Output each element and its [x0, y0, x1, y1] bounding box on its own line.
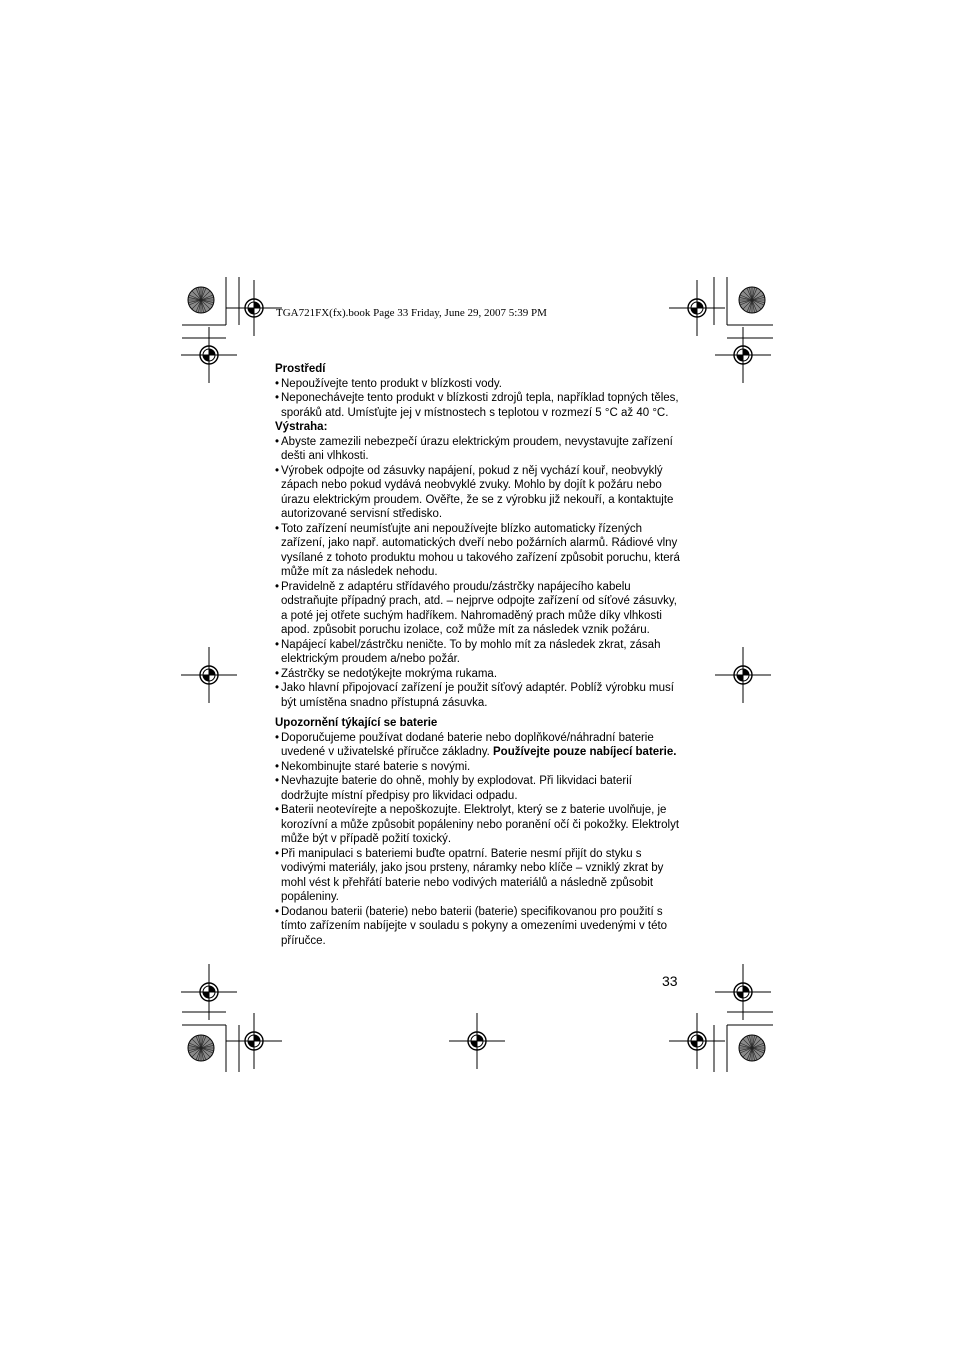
- battery-item-text: Doporučujeme používat dodané baterie nebo doplňkové/náhradní baterie uvedené v uživatelské příručce základny.: [281, 731, 654, 758]
- page-content: [275, 362, 681, 948]
- list-item: • Nepoužívejte tento produkt v blízkosti vody.: [275, 377, 681, 392]
- section-heading-battery: Upozornění týkající se baterie: [275, 717, 438, 729]
- list-item: • Nekombinujte staré baterie s novými.: [275, 760, 681, 775]
- list-item: • Abyste zamezili nebezpečí úrazu elektrickým proudem, nevystavujte zařízení dešti ani vlhkosti.: [275, 435, 681, 464]
- list-item: [275, 731, 681, 760]
- list-item: • Napájecí kabel/zástrčku neničte. To by mohlo mít za následek zkrat, zásah elektrickým proudem a/nebo požár.: [275, 638, 681, 667]
- section-heading-warning: Výstraha:: [275, 421, 328, 433]
- section-heading-environment: Prostředí: [275, 363, 326, 375]
- list-item: • Nevhazujte baterie do ohně, mohly by explodovat. Při likvidaci baterií dodržujte místní předpisy pro likvidaci odpadu.: [275, 774, 681, 803]
- list-item: • Pravidelně z adaptéru střídavého proudu/zástrčky napájecího kabelu odstraňujte případný prach, atd. – nejprve odpojte zařízení od síťové zásuvky, a poté jej otřete suchým hadříkem. Nahromaděný prach může díky vlhkosti apod. způsobit poruchu izolace, což může mít za následek vznik požáru.: [275, 580, 681, 638]
- list-item: • Při manipulaci s bateriemi buďte opatrní. Baterie nesmí přijít do styku s vodivými materiály, jako jsou prsteny, náramky nebo klíče – vzniklý zkrat by mohl vést k přehřátí baterie nebo vodivých materiálů a následně způsobit popáleniny.: [275, 847, 681, 905]
- list-item: • Neponechávejte tento produkt v blízkosti zdrojů tepla, například topných těles, sporáků atd. Umísťujte jej v místnostech s teplotou v rozmezí 5 °C až 40 °C.: [275, 391, 681, 420]
- book-header-line: TGA721FX(fx).book Page 33 Friday, June 29, 2007 5:39 PM: [276, 307, 547, 319]
- list-item: • Toto zařízení neumísťujte ani nepoužívejte blízko automaticky řízených zařízení, jako např. automatických dveří nebo požárních alarmů. Rádiové vlny vysílané z tohoto produktu mohou u takového zařízení způsobit poruchu, která může mít za následek nehodu.: [275, 522, 681, 580]
- list-item: • Zástrčky se nedotýkejte mokrýma rukama.: [275, 667, 681, 682]
- battery-list: [275, 731, 681, 949]
- battery-item-bold: Používejte pouze nabíjecí baterie.: [493, 746, 677, 758]
- list-item: • Dodanou baterii (baterie) nebo baterii (baterie) specifikovanou pro použití s tímto zařízením nabíjejte v souladu s pokyny a omezeními uvedenými v této příručce.: [275, 905, 681, 949]
- page-number: 33: [662, 973, 678, 989]
- warning-list: [275, 435, 681, 711]
- list-item: • Výrobek odpojte od zásuvky napájení, pokud z něj vychází kouř, neobvyklý zápach nebo pokud vydává neobvyklé zvuky. Mohlo by dojít k požáru nebo úrazu elektrickým proudem. Ověřte, že se z výrobku již nekouří, a kontaktujte autorizované servisní středisko.: [275, 464, 681, 522]
- list-item: • Jako hlavní připojovací zařízení je použit síťový adaptér. Poblíž výrobku musí být umístěna snadno přístupná zásuvka.: [275, 681, 681, 710]
- list-item: • Baterii neotevírejte a nepoškozujte. Elektrolyt, který se z baterie uvolňuje, je korozívní a může způsobit popáleniny nebo poranění očí či pokožky. Elektrolyt může být v případě požití toxický.: [275, 803, 681, 847]
- environment-list: [275, 377, 681, 421]
